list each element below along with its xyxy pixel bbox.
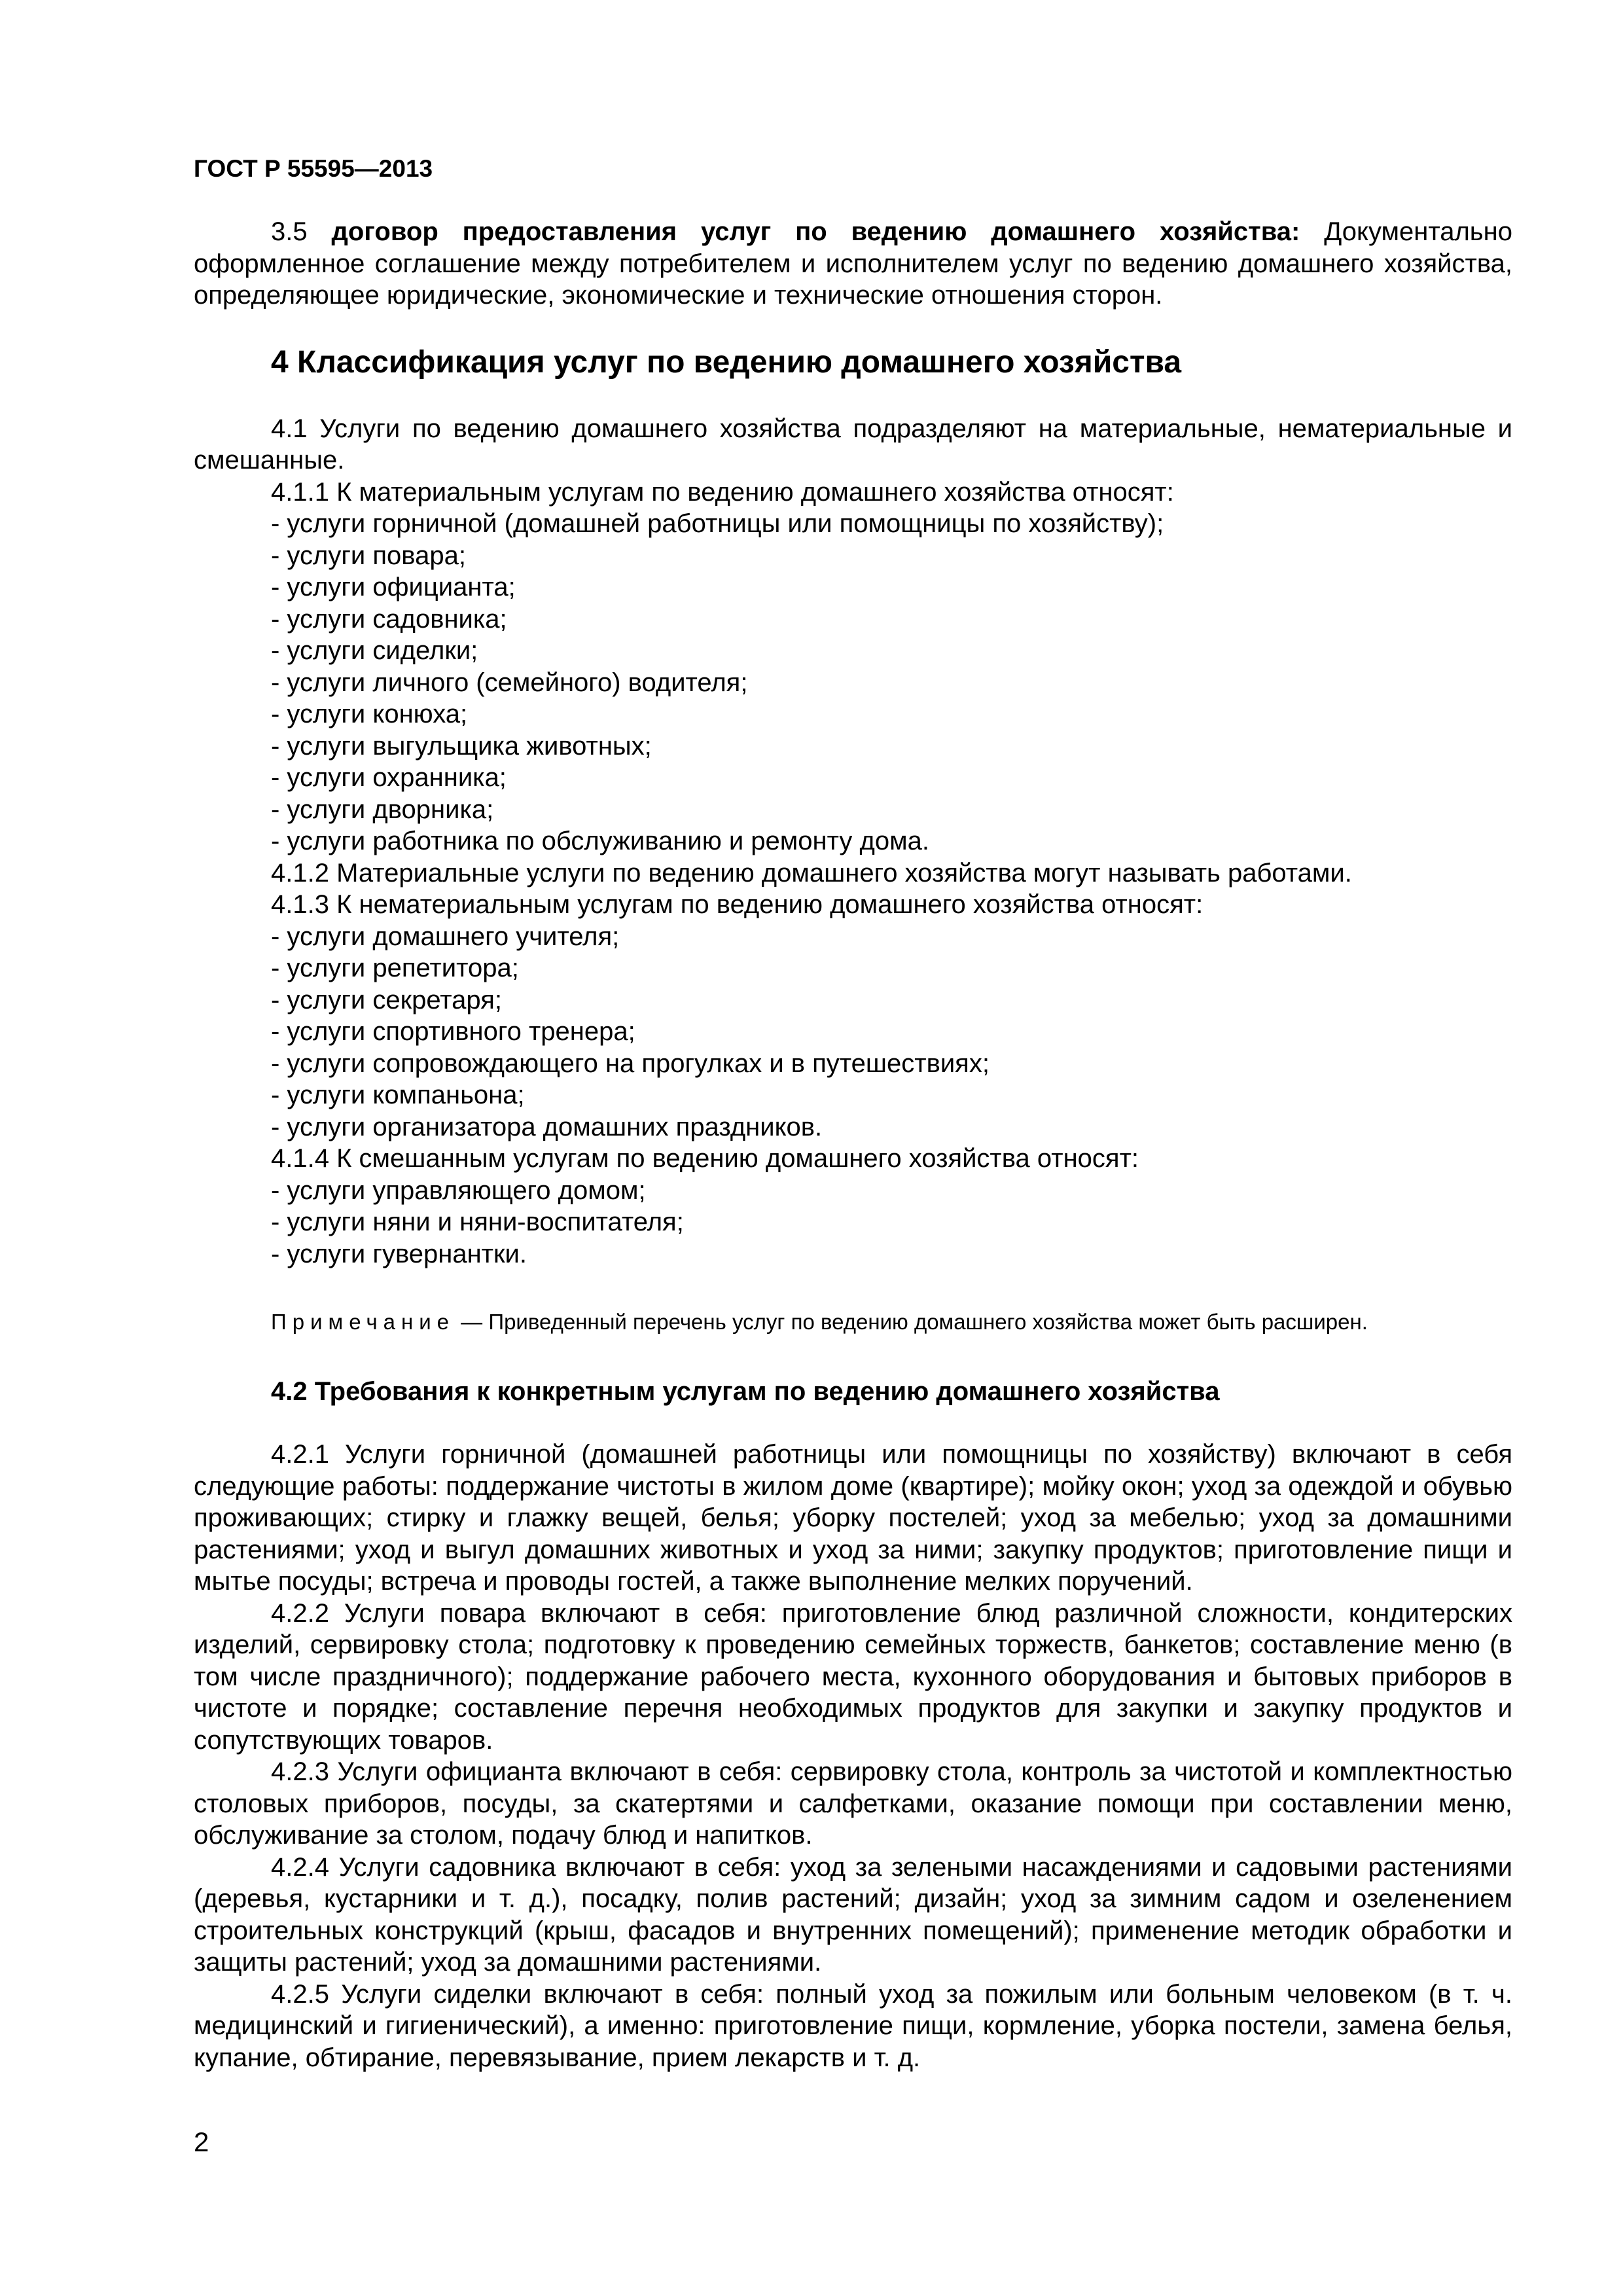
- paragraph-4-1-3: 4.1.3 К нематериальным услугам по ведению домашнего хозяйства относят:: [271, 890, 1204, 919]
- list-item: - услуги садовника;: [271, 604, 507, 634]
- paragraph-4-1-4: 4.1.4 К смешанным услугам по ведению домашнего хозяйства относят:: [271, 1144, 1139, 1173]
- paragraph-4-1-2: 4.1.2 Материальные услуги по ведению домашнего хозяйства могут называть работами.: [271, 858, 1352, 888]
- section-heading-4: 4 Классификация услуг по ведению домашнего хозяйства: [271, 344, 1182, 380]
- list-item: - услуги сиделки;: [271, 636, 478, 665]
- paragraph-4-1-1: 4.1.1 К материальным услугам по ведению домашнего хозяйства относят:: [271, 477, 1174, 507]
- list-item: - услуги официанта;: [271, 573, 516, 601]
- paragraph-4-1: 4.1 Услуги по ведению домашнего хозяйства подразделяют на материальные, нематериальные и смешанные.: [194, 414, 1512, 475]
- paragraph-4-2-3: 4.2.3 Услуги официанта включают в себя: сервировку стола, контроль за чистотой и комплектностью столовых приборов, посуды, за скатертями и салфетками, оказание помощи при составлении меню, обслуживание за столом, подачу блюд и напитков.: [194, 1757, 1512, 1850]
- subsection-heading-4-2: 4.2 Требования к конкретным услугам по ведению домашнего хозяйства: [271, 1377, 1220, 1406]
- list-item: - услуги конюха;: [271, 700, 468, 728]
- note-label: Примечание: [271, 1310, 455, 1334]
- paragraph-4-2-2: 4.2.2 Услуги повара включают в себя: приготовление блюд различной сложности, кондитерских изделий, сервировку стола; подготовку к проведению семейных торжеств, банкетов; составление меню (в том числе праздничного); поддержание рабочего места, кухонного оборудования и бытовых приборов в чистоте и порядке; составление перечня необходимых продуктов для закупки и закупку продуктов и сопутствующих товаров.: [194, 1598, 1512, 1755]
- list-item: - услуги компаньона;: [271, 1081, 525, 1109]
- list-item: - услуги организатора домашних праздников.: [271, 1112, 823, 1141]
- list-item: - услуги выгульщика животных;: [271, 731, 652, 761]
- list-item: - услуги сопровождающего на прогулках и в путешествиях;: [271, 1049, 990, 1078]
- paragraph-4-2-5: 4.2.5 Услуги сиделки включают в себя: полный уход за пожилым или больным человеком (в т. ч. медицинский и гигиенический), а именно: приготовление пищи, кормление, уборка постели, замена белья, купание, обтирание, перевязывание, прием лекарств и т. д.: [194, 1979, 1512, 2072]
- nonmaterial-services-list: [194, 921, 1512, 1143]
- list-item: - услуги секретаря;: [271, 985, 502, 1014]
- clause-number: 3.5: [271, 217, 308, 246]
- list-item: - услуги повара;: [271, 541, 466, 570]
- material-services-list: [194, 508, 1512, 857]
- paragraph-4-2-4: 4.2.4 Услуги садовника включают в себя: уход за зелеными насаждениями и садовыми растениями (деревья, кустарники и т. д.), посадку, полив растений; дизайн; уход за зимним садом и озеленением строительных конструкций (крыш, фасадов и внутренних помещений); применение методик обработки и защиты растений; уход за домашними растениями.: [194, 1852, 1512, 1977]
- list-item: - услуги домашнего учителя;: [271, 922, 620, 951]
- term-definition-title: договор предоставления услуг по ведению домашнего хозяйства:: [331, 217, 1300, 246]
- document-header: ГОСТ Р 55595—2013: [194, 155, 433, 182]
- list-item: - услуги спортивного тренера;: [271, 1017, 635, 1046]
- list-item: - услуги горничной (домашней работницы или помощницы по хозяйству);: [271, 509, 1164, 538]
- page-number: 2: [194, 2126, 209, 2157]
- list-item: - услуги охранника;: [271, 763, 507, 792]
- list-item: - услуги личного (семейного) водителя;: [271, 668, 748, 697]
- clause-3-5: [194, 216, 1512, 312]
- list-item: - услуги дворника;: [271, 795, 494, 824]
- paragraph-4-2-1: 4.2.1 Услуги горничной (домашней работницы или помощницы по хозяйству) включают в себя следующие работы: поддержание чистоты в жилом доме (квартире); мойку окон; уход за одеждой и обувью проживающих; стирку и глажку вещей, белья; уборку постелей; уход за мебелью; уход за домашними растениями; уход и выгул домашних животных и уход за ними; закупку продуктов; приготовление пищи и мытье посуды; встреча и проводы гостей, а также выполнение мелких поручений.: [194, 1440, 1512, 1596]
- note: [194, 1308, 1512, 1336]
- note-text: — Приведенный перечень услуг по ведению домашнего хозяйства может быть расширен.: [455, 1310, 1368, 1334]
- list-item: - услуги гувернантки.: [271, 1239, 527, 1268]
- list-item: - услуги репетитора;: [271, 954, 519, 982]
- document-body: [194, 216, 1512, 2073]
- list-item: - услуги няни и няни-воспитателя;: [271, 1208, 684, 1236]
- mixed-services-list: [194, 1175, 1512, 1270]
- term-definition-text: Документально оформленное соглашение между потребителем и исполнителем услуг по ведению домашнего хозяйства, определяющее юридические, экономические и технические отношения сторон.: [194, 217, 1512, 310]
- list-item: - услуги работника по обслуживанию и ремонту дома.: [271, 827, 929, 855]
- list-item: - услуги управляющего домом;: [271, 1175, 646, 1205]
